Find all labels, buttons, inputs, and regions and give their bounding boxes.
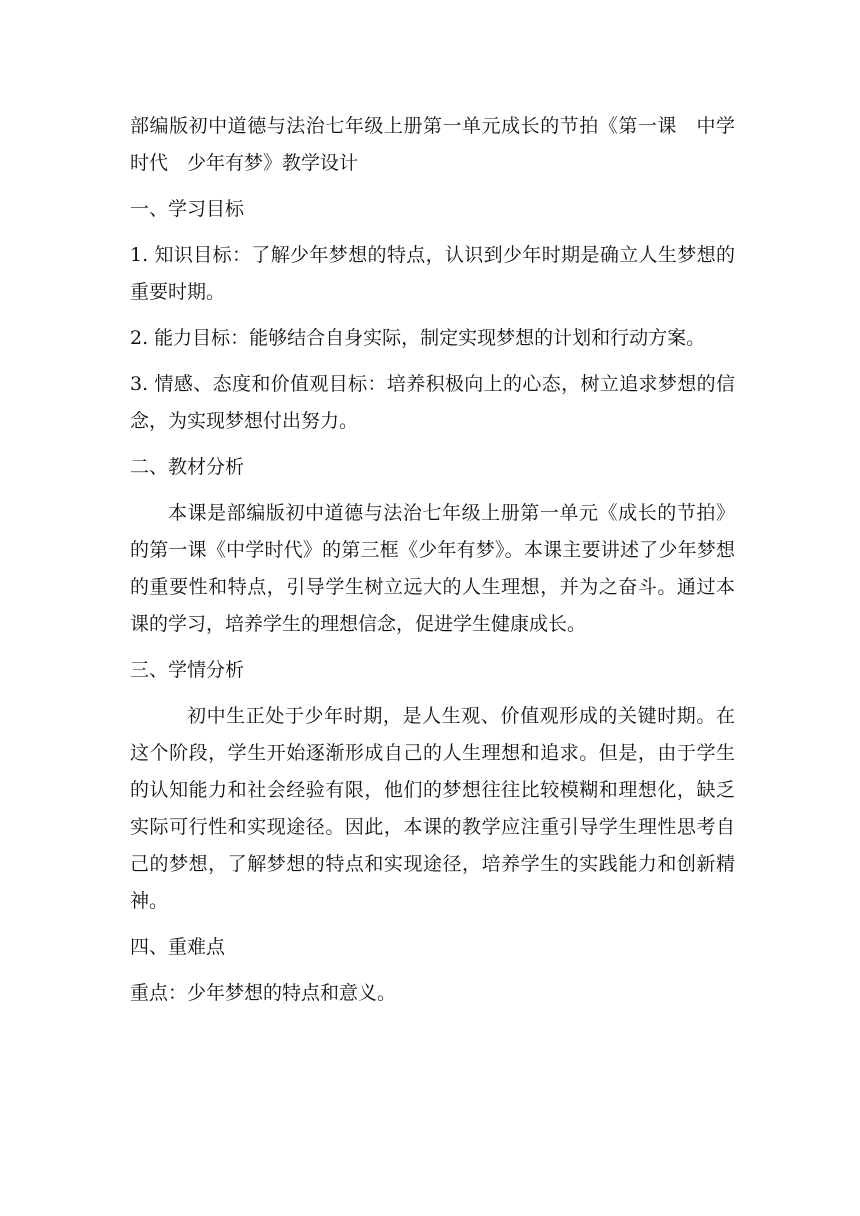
section-heading-objectives: 一、学习目标 [130, 198, 245, 220]
document-title: 部编版初中道德与法治七年级上册第一单元成长的节拍《第一课 中学时代 少年有梦》教学设计 [130, 115, 735, 174]
textbook-analysis-paragraph: 本课是部编版初中道德与法治七年级上册第一单元《成长的节拍》的第一课《中学时代》的第三框《少年有梦》。本课主要讲述了少年梦想的重要性和特点，引导学生树立远大的人生理想，并为之奋斗。通过本课的学习，培养学生的理想信念，促进学生健康成长。 [130, 502, 735, 635]
key-point-text: 重点：少年梦想的特点和意义。 [130, 982, 397, 1004]
student-analysis-paragraph: 初中生正处于少年时期，是人生观、价值观形成的关键时期。在这个阶段，学生开始逐渐形成自己的人生理想和追求。但是，由于学生的认知能力和社会经验有限，他们的梦想往往比较模糊和理想化，缺乏实际可行性和实现途径。因此，本课的教学应注重引导学生理性思考自己的梦想，了解梦想的特点和实现途径，培养学生的实践能力和创新精神。 [130, 705, 735, 912]
section-heading-textbook: 二、教材分析 [130, 456, 245, 478]
document-body [130, 108, 735, 1021]
objective-ability: 2. 能力目标：能够结合自身实际，制定实现梦想的计划和行动方案。 [130, 327, 706, 349]
objective-knowledge: 1. 知识目标：了解少年梦想的特点，认识到少年时期是确立人生梦想的重要时期。 [130, 244, 735, 303]
section-heading-students: 三、学情分析 [130, 659, 245, 681]
objective-values: 3. 情感、态度和价值观目标：培养积极向上的心态，树立追求梦想的信念，为实现梦想付出努力。 [130, 373, 735, 432]
section-heading-key-points: 四、重难点 [130, 936, 226, 958]
